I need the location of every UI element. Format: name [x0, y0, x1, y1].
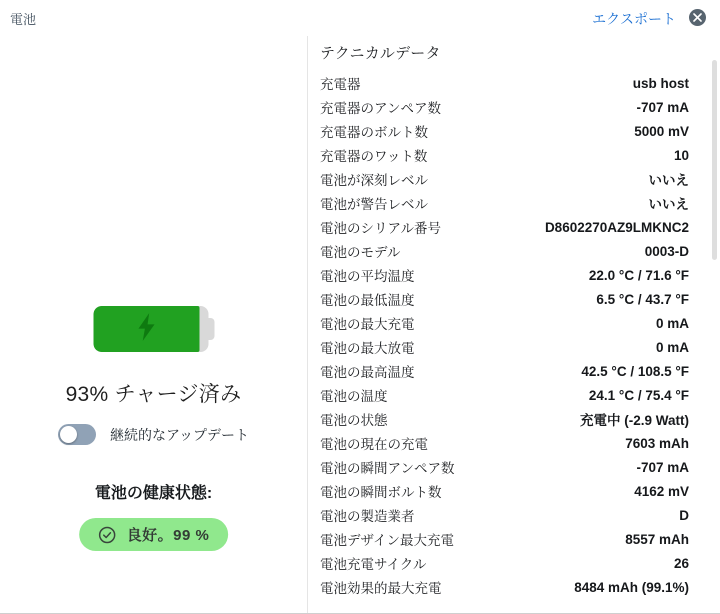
battery-body — [93, 306, 208, 352]
table-row — [308, 359, 720, 383]
top-bar — [0, 0, 720, 36]
row-value: usb host — [632, 75, 689, 91]
row-value: 10 — [673, 147, 689, 163]
check-circle-icon — [98, 526, 116, 544]
table-row — [308, 71, 720, 95]
row-value: 6.5 °C / 43.7 °F — [596, 291, 689, 307]
page-title: 電池 — [10, 12, 37, 27]
row-label: 電池の瞬間アンペア数 — [320, 461, 455, 476]
continuous-updates-label: 継続的なアップデート — [109, 426, 250, 443]
row-value: 0003-D — [644, 243, 689, 259]
row-value: 8557 mAh — [625, 531, 689, 547]
row-label: 電池充電サイクル — [320, 557, 427, 572]
battery-summary-panel — [0, 36, 307, 614]
technical-data-list — [308, 71, 720, 599]
battery-fill — [93, 306, 200, 352]
table-row — [308, 479, 720, 503]
table-row — [308, 263, 720, 287]
table-row — [308, 503, 720, 527]
table-row — [308, 239, 720, 263]
table-row — [308, 215, 720, 239]
row-label: 電池の現在の充電 — [320, 437, 428, 452]
table-row — [308, 143, 720, 167]
row-label: 電池の瞬間ボルト数 — [320, 485, 442, 500]
row-label: 電池の状態 — [320, 413, 388, 428]
row-label: 電池の製造業者 — [320, 509, 415, 524]
row-value: 0 mA — [655, 339, 689, 355]
row-value: いいえ — [648, 173, 689, 188]
row-value: いいえ — [648, 197, 689, 212]
battery-terminal — [208, 318, 214, 340]
table-row — [308, 335, 720, 359]
table-row — [308, 551, 720, 575]
row-value: -707 mA — [636, 459, 689, 475]
battery-icon — [93, 306, 214, 352]
row-label: 電池の最高温度 — [320, 365, 415, 380]
table-row — [308, 575, 720, 599]
table-row — [308, 167, 720, 191]
continuous-updates-toggle[interactable] — [58, 424, 96, 445]
scrollbar-thumb[interactable] — [712, 60, 717, 260]
row-value: 充電中 (-2.9 Watt) — [580, 413, 689, 428]
table-row — [308, 383, 720, 407]
table-row — [308, 407, 720, 431]
row-value: 7603 mAh — [625, 435, 689, 451]
close-button[interactable] — [689, 9, 706, 26]
export-button[interactable]: エクスポート — [592, 11, 676, 27]
table-row — [308, 119, 720, 143]
row-value: 24.1 °C / 75.4 °F — [588, 387, 689, 403]
table-row — [308, 95, 720, 119]
table-row — [308, 311, 720, 335]
table-row — [308, 191, 720, 215]
battery-health-heading: 電池の健康状態: — [94, 485, 213, 502]
row-value: 8484 mAh (99.1%) — [574, 579, 689, 595]
row-label: 充電器のボルト数 — [320, 125, 428, 140]
row-value: 0 mA — [655, 315, 689, 331]
table-row — [308, 455, 720, 479]
battery-health-badge — [79, 518, 229, 551]
technical-data-panel — [307, 36, 720, 614]
row-label: 電池の最大放電 — [320, 341, 415, 356]
row-label: 充電器 — [320, 77, 361, 92]
row-label: 電池の温度 — [320, 389, 388, 404]
row-label: 電池のモデル — [320, 245, 401, 260]
row-value: 5000 mV — [634, 123, 689, 139]
row-label: 電池が警告レベル — [320, 197, 428, 212]
table-row — [308, 287, 720, 311]
row-label: 充電器のアンペア数 — [320, 101, 441, 116]
row-value: 4162 mV — [634, 483, 689, 499]
charge-percent-text: 93% チャージ済み — [65, 383, 242, 406]
row-value: 22.0 °C / 71.6 °F — [588, 267, 689, 283]
row-value: -707 mA — [636, 99, 689, 115]
row-label: 電池のシリアル番号 — [320, 221, 441, 236]
row-label: 電池が深刻レベル — [320, 173, 428, 188]
row-label: 電池の最大充電 — [320, 317, 415, 332]
row-label: 電池の平均温度 — [320, 269, 415, 284]
row-value: D8602270AZ9LMKNC2 — [544, 219, 689, 235]
row-label: 電池の最低温度 — [320, 293, 415, 308]
toggle-knob — [60, 426, 77, 443]
row-value: 26 — [673, 555, 689, 571]
table-row — [308, 527, 720, 551]
continuous-updates-row — [0, 424, 307, 445]
row-label: 電池デザイン最大充電 — [320, 533, 455, 548]
row-label: 電池効果的最大充電 — [320, 581, 442, 596]
battery-health-value: 良好。99 % — [126, 527, 210, 544]
row-value: D — [679, 507, 689, 523]
row-label: 充電器のワット数 — [320, 149, 428, 164]
table-row — [308, 431, 720, 455]
lightning-bolt-icon — [133, 312, 159, 347]
row-value: 42.5 °C / 108.5 °F — [581, 363, 689, 379]
close-icon — [693, 13, 702, 22]
technical-data-title: テクニカルデータ — [320, 45, 441, 62]
